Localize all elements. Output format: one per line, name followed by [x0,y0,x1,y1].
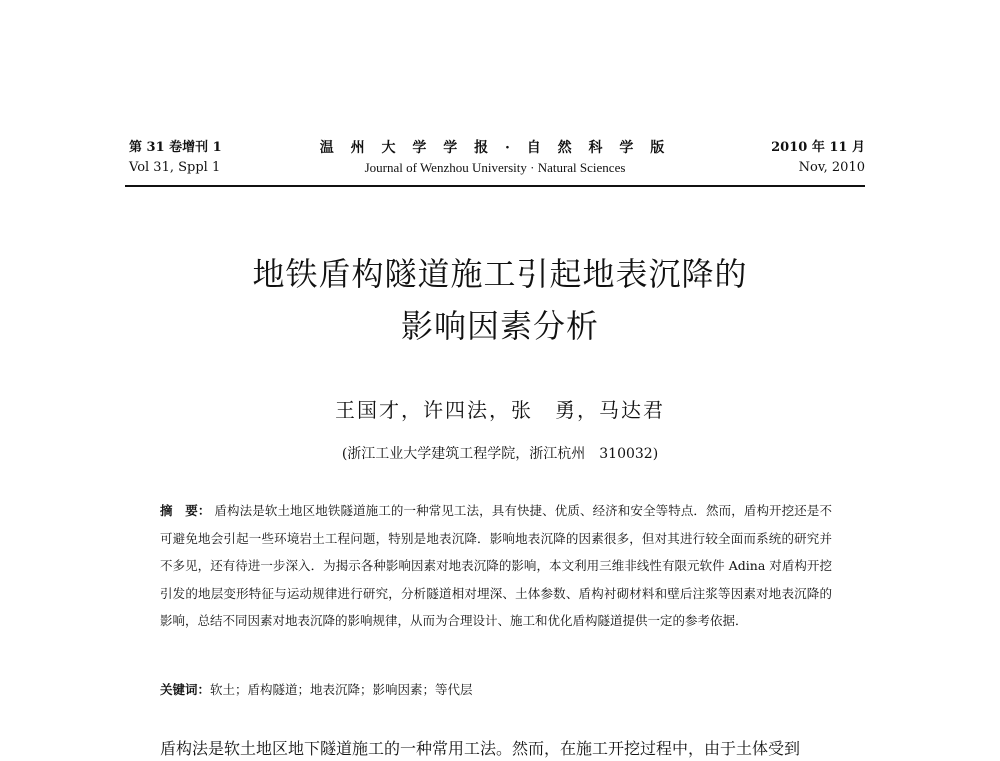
author-affiliation: (浙江工业大学建筑工程学院，浙江杭州 310032) [341,446,659,462]
header-divider [125,185,865,187]
journal-header [125,138,865,184]
abstract-text: 盾构法是软土地区地铁隧道施工的一种常见工法，具有快捷、优质、经济和安全等特点．然而，盾构开挖还是不可避免地会引起一些环境岩土工程问题，特别是地表沉降．影响地表沉降的因素很多，但对其进行较全面而系统的研究并不多见，还有待进一步深入．为揭示各种影响因素对地表沉降的影响，本文利用三维非线性有限元软件 Adina 对盾构开挖引发的地层变形特征与运动规律进行研究，分析隧道相对埋深、土体参数、盾构衬砌材料和壁后注浆等因素对地表沉降的影响，总结不同因素对地表沉降的影响规律，从而为合理设计、施工和优化盾构隧道提供一定的参考依据． [160,503,832,628]
keywords-label: 关键词： [160,682,211,697]
journal-name-en: Journal of Wenzhou University · Natural Sciences [364,160,626,175]
journal-name [125,138,865,178]
volume-cn: 第 31 卷增刊 1 [129,140,222,155]
paper-title-line-2: 影响因素分析 [400,307,599,345]
issue-date-cn: 2010 年 11 月 [771,140,865,155]
abstract-label: 摘 要： [160,503,211,518]
paper-title [0,248,1000,352]
volume-en: Vol 31, Sppl 1 [129,160,221,175]
keywords-text: 软土；盾构隧道；地表沉降；影响因素；等代层 [210,682,473,697]
paper-title-line-1: 地铁盾构隧道施工引起地表沉降的 [252,255,748,293]
issue-date-en: Nov, 2010 [798,160,865,175]
keywords [160,680,832,700]
abstract [160,497,832,635]
body-paragraph: 盾构法是软土地区地下隧道施工的一种常用工法。然而，在施工开挖过程中，由于土体受到 [160,739,801,758]
journal-name-cn: 温 州 大 学 学 报 · 自 然 科 学 版 [319,140,671,156]
author-list: 王国才，许四法，张 勇，马达君 [335,398,665,422]
issue-date [771,138,865,178]
